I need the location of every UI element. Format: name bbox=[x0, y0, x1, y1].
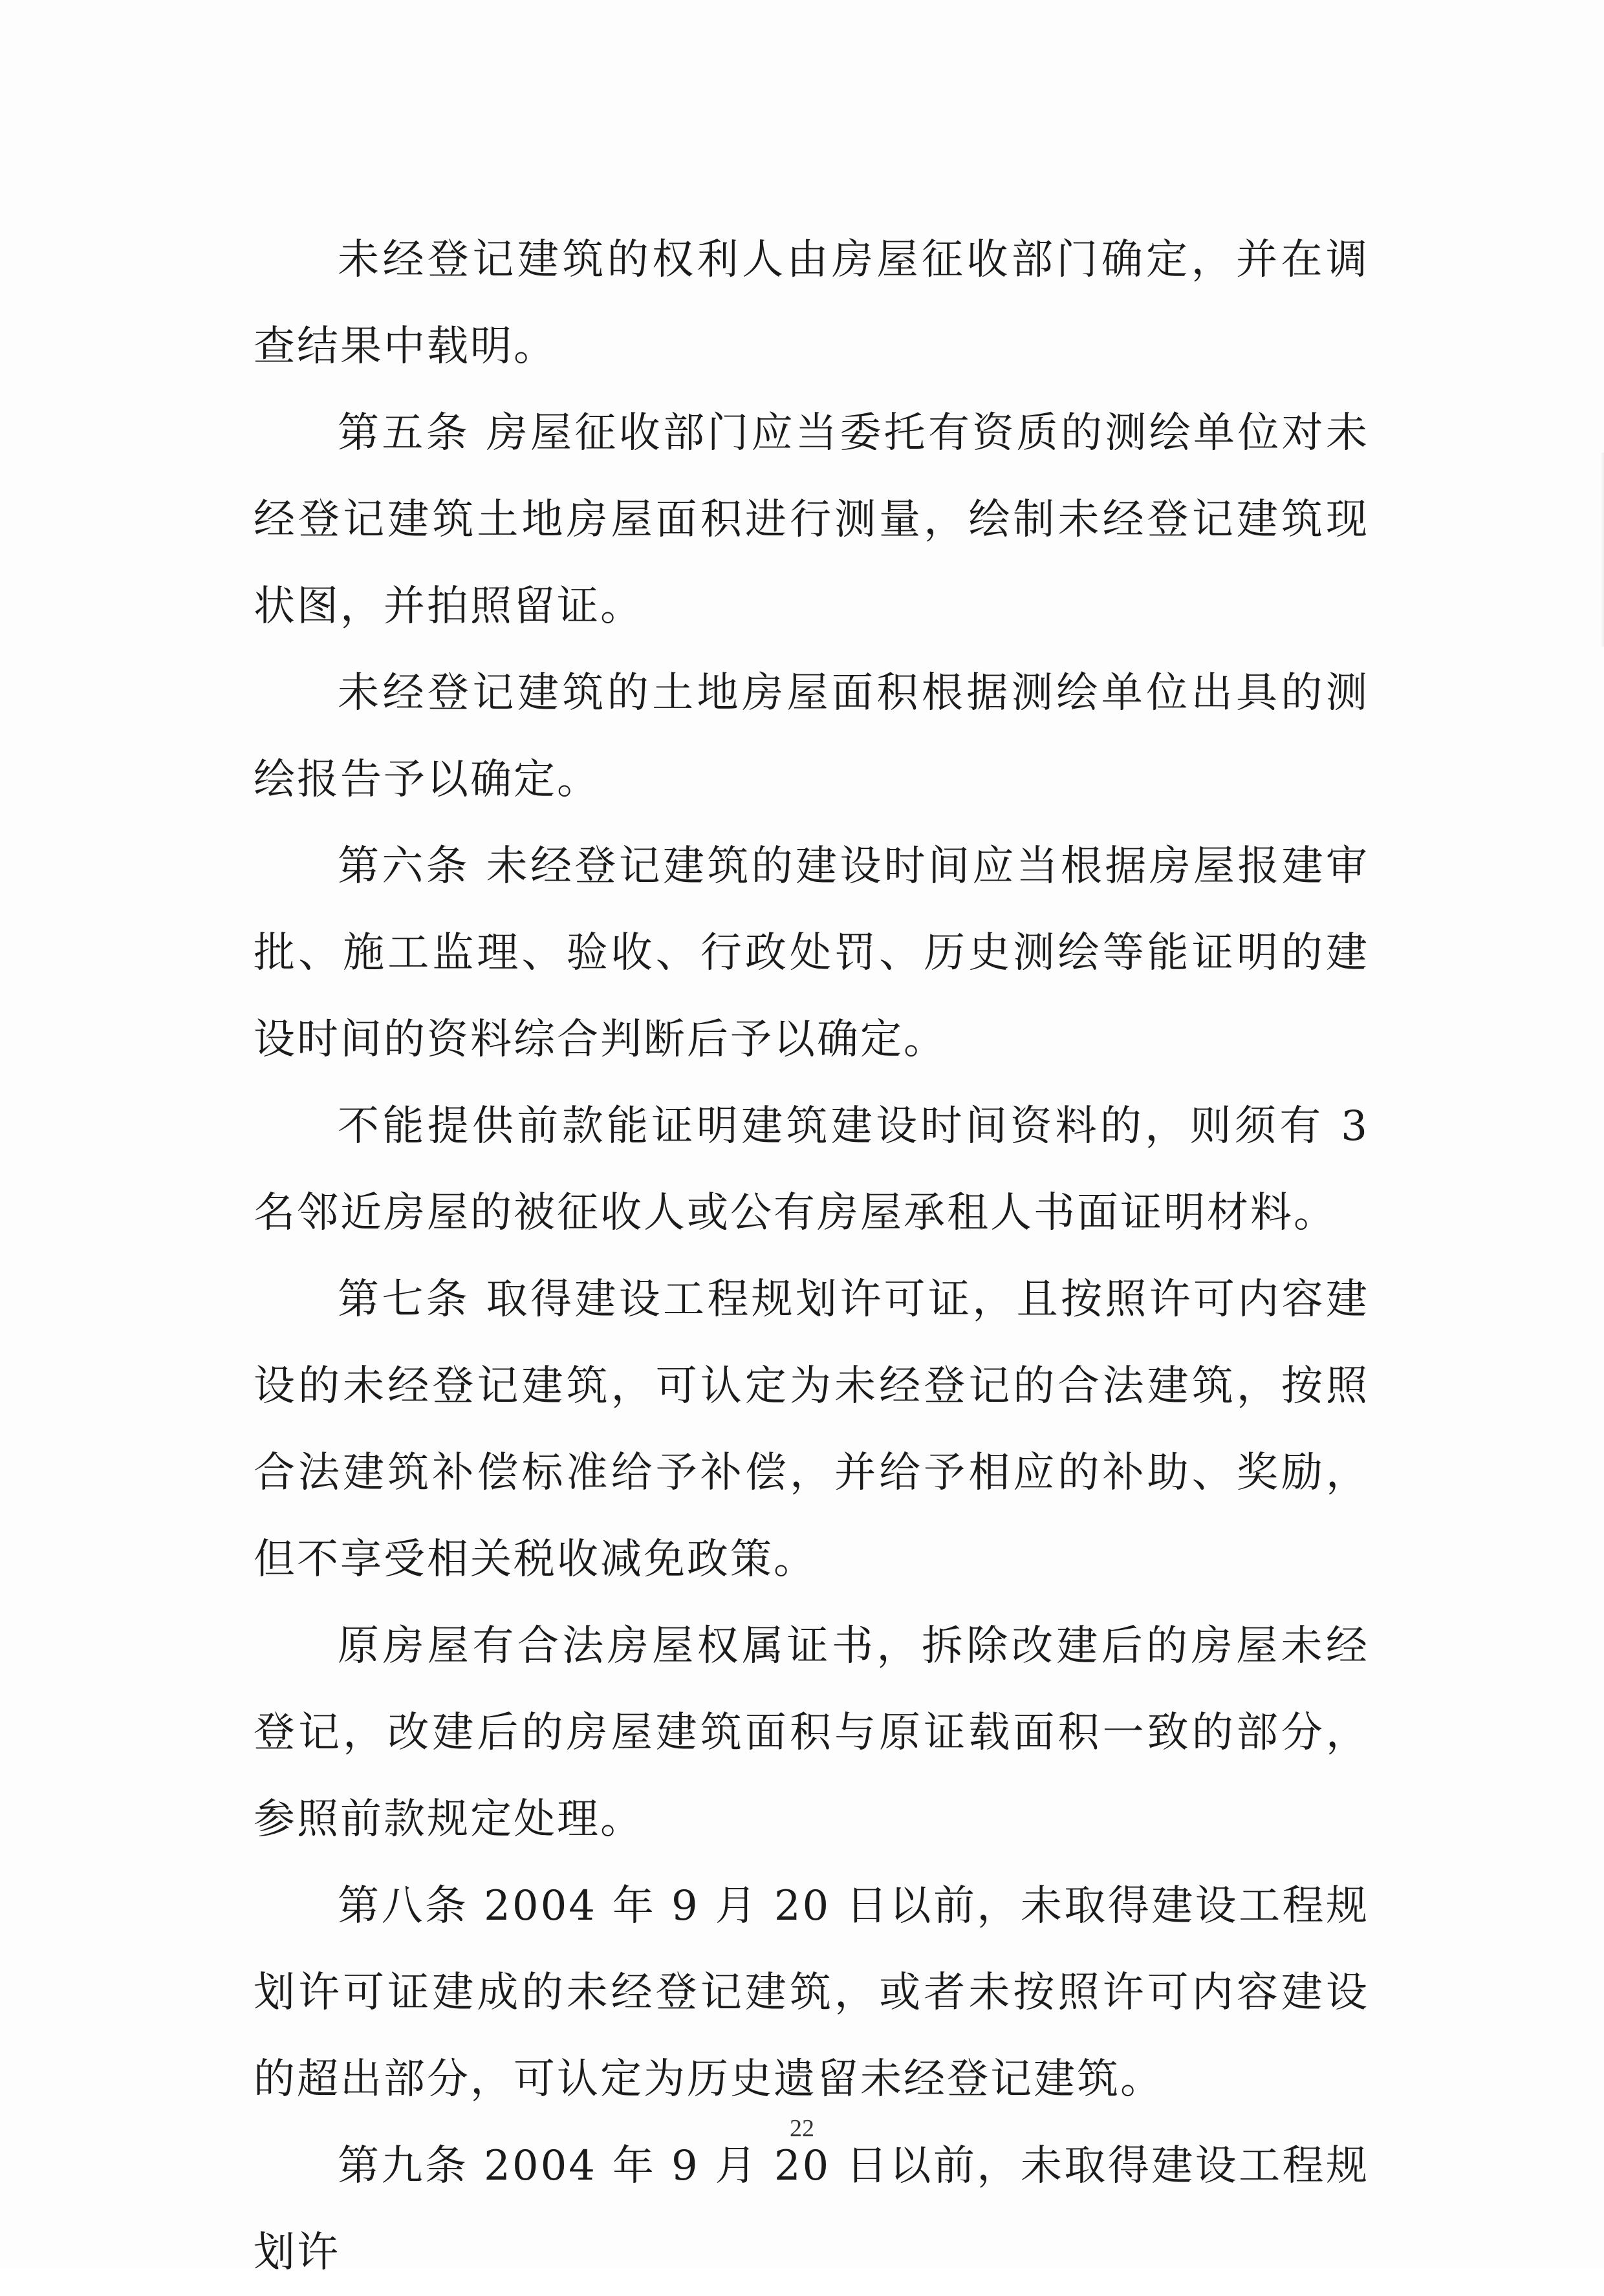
page-number: 22 bbox=[790, 2115, 814, 2142]
paragraph-article-6: 第六条 未经登记建筑的建设时间应当根据房屋报建审批、施工监理、验收、行政处罚、历史测绘等能证明的建设时间的资料综合判断后予以确定。 bbox=[254, 842, 1369, 1064]
paragraph-rights-holder: 未经登记建筑的权利人由房屋征收部门确定，并在调查结果中载明。 bbox=[254, 236, 1369, 370]
paragraph-article-9: 第九条 2004 年 9 月 20 日以前，未取得建设工程规划许 bbox=[254, 2142, 1369, 2277]
paragraph-neighbor-proof: 不能提供前款能证明建筑建设时间资料的，则须有 3 名邻近房屋的被征收人或公有房屋承租人书面证明材料。 bbox=[254, 1102, 1369, 1237]
paragraph-rebuilt-housing: 原房屋有合法房屋权属证书，拆除改建后的房屋未经登记，改建后的房屋建筑面积与原证载面积一致的部分，参照前款规定处理。 bbox=[254, 1622, 1369, 1843]
scan-edge-shadow bbox=[1600, 453, 1604, 647]
paragraph-article-5: 第五条 房屋征收部门应当委托有资质的测绘单位对未经登记建筑土地房屋面积进行测量，绘制未经登记建筑现状图，并拍照留证。 bbox=[254, 409, 1369, 630]
paragraph-area-determination: 未经登记建筑的土地房屋面积根据测绘单位出具的测绘报告予以确定。 bbox=[254, 669, 1369, 804]
document-body bbox=[254, 217, 1369, 2296]
paragraph-article-7: 第七条 取得建设工程规划许可证，且按照许可内容建设的未经登记建筑，可认定为未经登记的合法建筑，按照合法建筑补偿标准给予补偿，并给予相应的补助、奖励，但不享受相关税收减免政策。 bbox=[254, 1276, 1369, 1583]
paragraph-article-8: 第八条 2004 年 9 月 20 日以前，未取得建设工程规划许可证建成的未经登记建筑，或者未按照许可内容建设的超出部分，可认定为历史遗留未经登记建筑。 bbox=[254, 1882, 1369, 2103]
